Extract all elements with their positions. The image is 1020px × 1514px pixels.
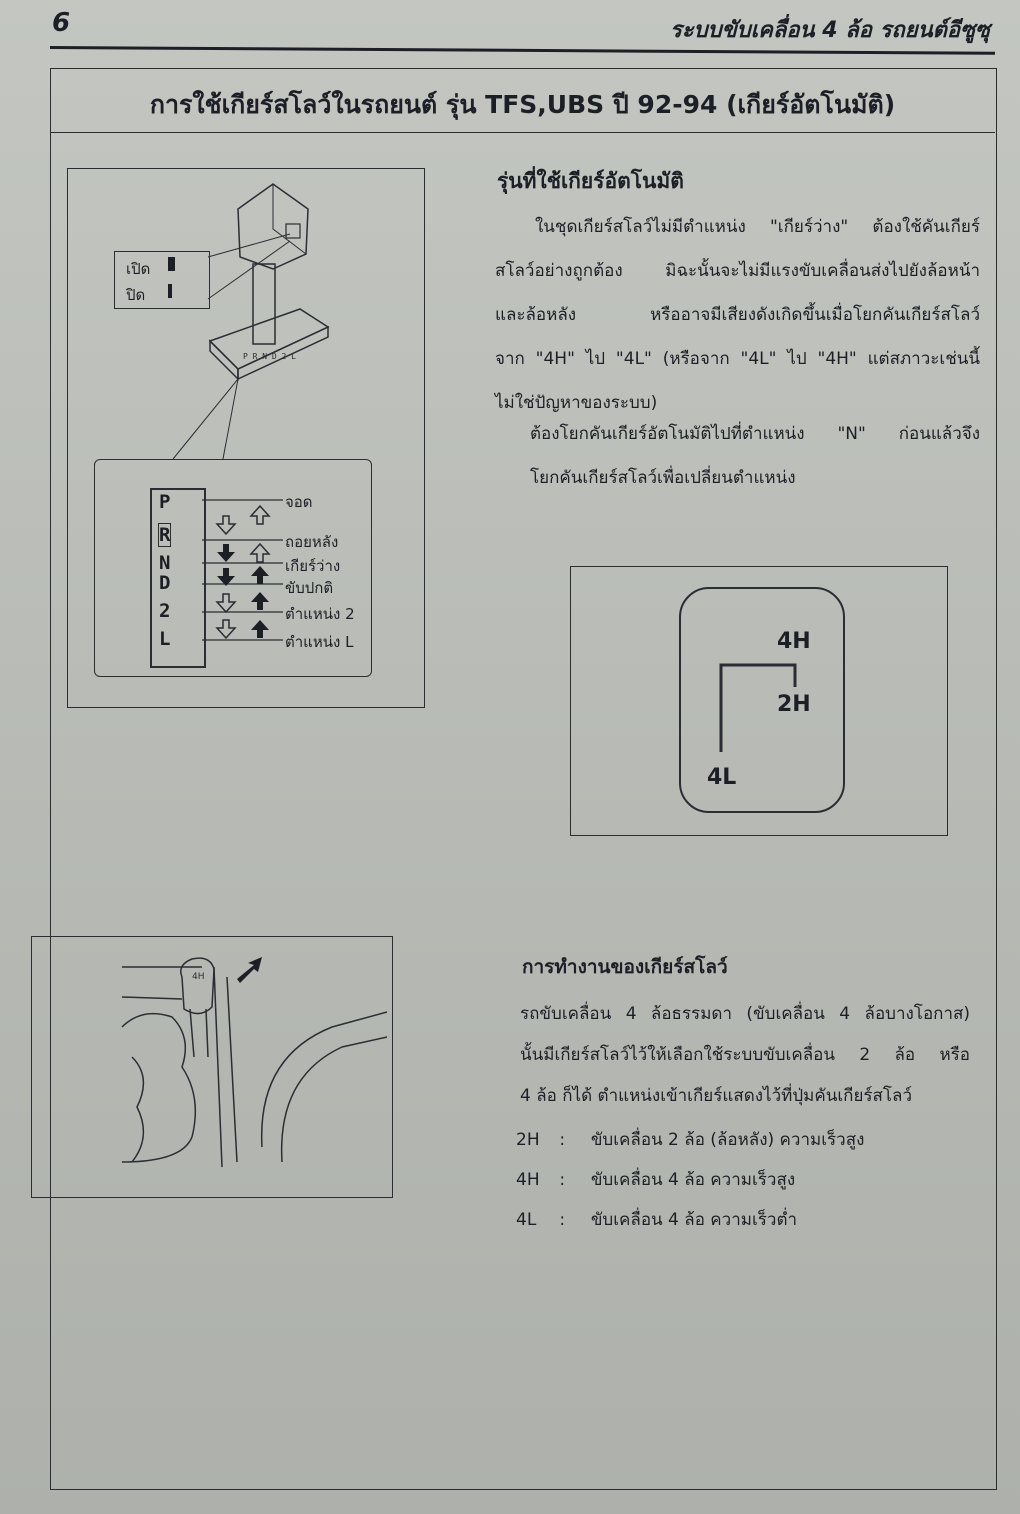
operation-line: 4 ล้อ ก็ได้ ตำแหน่งเข้าเกียร์แสดงไว้ที่ปุ่มคันเกียร์สโลว์ xyxy=(520,1086,913,1106)
gear-label-drive: ขับปกติ xyxy=(285,579,334,597)
mode-row xyxy=(516,1200,864,1240)
gear-lever-drawing xyxy=(68,169,424,469)
gear-letter-d: D xyxy=(159,572,171,594)
gear-lever-figure xyxy=(67,168,425,708)
gear-letter-2: 2 xyxy=(159,600,171,622)
para1-line: และล้อหลัง หรืออาจมีเสียงดังเกิดขึ้นเมื่อโยกคันเกียร์สโลว์ xyxy=(495,305,980,325)
para1-line: จาก "4H" ไป "4L" (หรือจาก "4L" ไป "4H" แต่สภาวะเช่นนี้ xyxy=(495,349,980,369)
transfer-lever-drawing xyxy=(32,937,392,1197)
gear-label-neutral: เกียร์ว่าง xyxy=(285,557,341,575)
auto-section-para1 xyxy=(495,205,980,425)
transfer-lever-figure xyxy=(31,936,393,1198)
gear-letter-p: P xyxy=(159,491,171,513)
para2-line: ต้องโยกคันเกียร์อัตโนมัติไปที่ตำแหน่ง "N" ก่อนแล้วจึง xyxy=(530,424,980,444)
mode-row xyxy=(516,1120,864,1160)
gear-label-reverse: ถอยหลัง xyxy=(285,533,339,551)
position-4l-label: 4L xyxy=(707,765,737,790)
mode-code: 4H xyxy=(516,1170,540,1190)
mode-code: 4L xyxy=(516,1210,537,1230)
para1-line: ในชุดเกียร์สโลว์ไม่มีตำแหน่ง "เกียร์ว่าง" ต้องใช้คันเกียร์ xyxy=(535,217,980,237)
shift-gate-path xyxy=(571,567,947,835)
gear-label-park: จอด xyxy=(285,493,313,511)
mode-separator: : xyxy=(559,1210,566,1230)
page-number: 6 xyxy=(52,8,71,38)
gear-positions-panel xyxy=(94,459,372,677)
gear-letter-l: L xyxy=(159,628,171,650)
mode-separator: : xyxy=(559,1170,566,1190)
mode-desc: ขับเคลื่อน 2 ล้อ (ล้อหลัง) ความเร็วสูง xyxy=(590,1130,865,1150)
auto-section-heading: รุ่นที่ใช้เกียร์อัตโนมัติ xyxy=(497,169,684,193)
svg-text:4H: 4H xyxy=(192,972,205,982)
transfer-pattern-figure xyxy=(570,566,948,836)
gear-letter-r: R xyxy=(159,524,171,546)
para1-line: ไม่ใช่ปัญหาของระบบ) xyxy=(495,393,658,413)
mode-separator: : xyxy=(559,1130,566,1150)
operation-line: รถขับเคลื่อน 4 ล้อธรรมดา (ขับเคลื่อน 4 ล้อบางโอกาส) xyxy=(520,1004,970,1024)
svg-text:P R N D 2 L: P R N D 2 L xyxy=(243,352,296,361)
position-2h-label: 2H xyxy=(777,692,811,717)
para1-line: สโลว์อย่างถูกต้อง มิฉะนั้นจะไม่มีแรงขับเคลื่อนส่งไปยังล้อหน้า xyxy=(495,261,980,281)
operation-section-para xyxy=(520,994,970,1117)
header-rule xyxy=(50,46,995,55)
switch-off-label: ปิด xyxy=(126,286,146,304)
mode-desc: ขับเคลื่อน 4 ล้อ ความเร็วต่ำ xyxy=(590,1210,798,1230)
para2-line: โยกคันเกียร์สโลว์เพื่อเปลี่ยนตำแหน่ง xyxy=(530,468,796,488)
running-title: ระบบขับเคลื่อน 4 ล้อ รถยนต์อีซูซุ xyxy=(670,18,990,43)
gear-label-second: ตำแหน่ง 2 xyxy=(285,605,355,623)
switch-on-label: เปิด xyxy=(126,260,151,278)
auto-section-para2 xyxy=(530,412,980,500)
mode-code: 2H xyxy=(516,1130,540,1150)
mode-row xyxy=(516,1160,864,1200)
operation-line: นั้นมีเกียร์สโลว์ไว้ให้เลือกใช้ระบบขับเคลื่อน 2 ล้อ หรือ xyxy=(520,1045,970,1065)
main-title: การใช้เกียร์สโลว์ในรถยนต์ รุ่น TFS,UBS ปี 92-94 (เกียร์อัตโนมัติ) xyxy=(149,90,896,119)
position-4h-label: 4H xyxy=(777,629,811,654)
gear-letter-n: N xyxy=(159,552,171,574)
operation-section-heading: การทำงานของเกียร์สโลว์ xyxy=(522,956,728,978)
mode-list xyxy=(516,1120,864,1240)
gear-label-low: ตำแหน่ง L xyxy=(285,633,354,651)
mode-desc: ขับเคลื่อน 4 ล้อ ความเร็วสูง xyxy=(590,1170,796,1190)
